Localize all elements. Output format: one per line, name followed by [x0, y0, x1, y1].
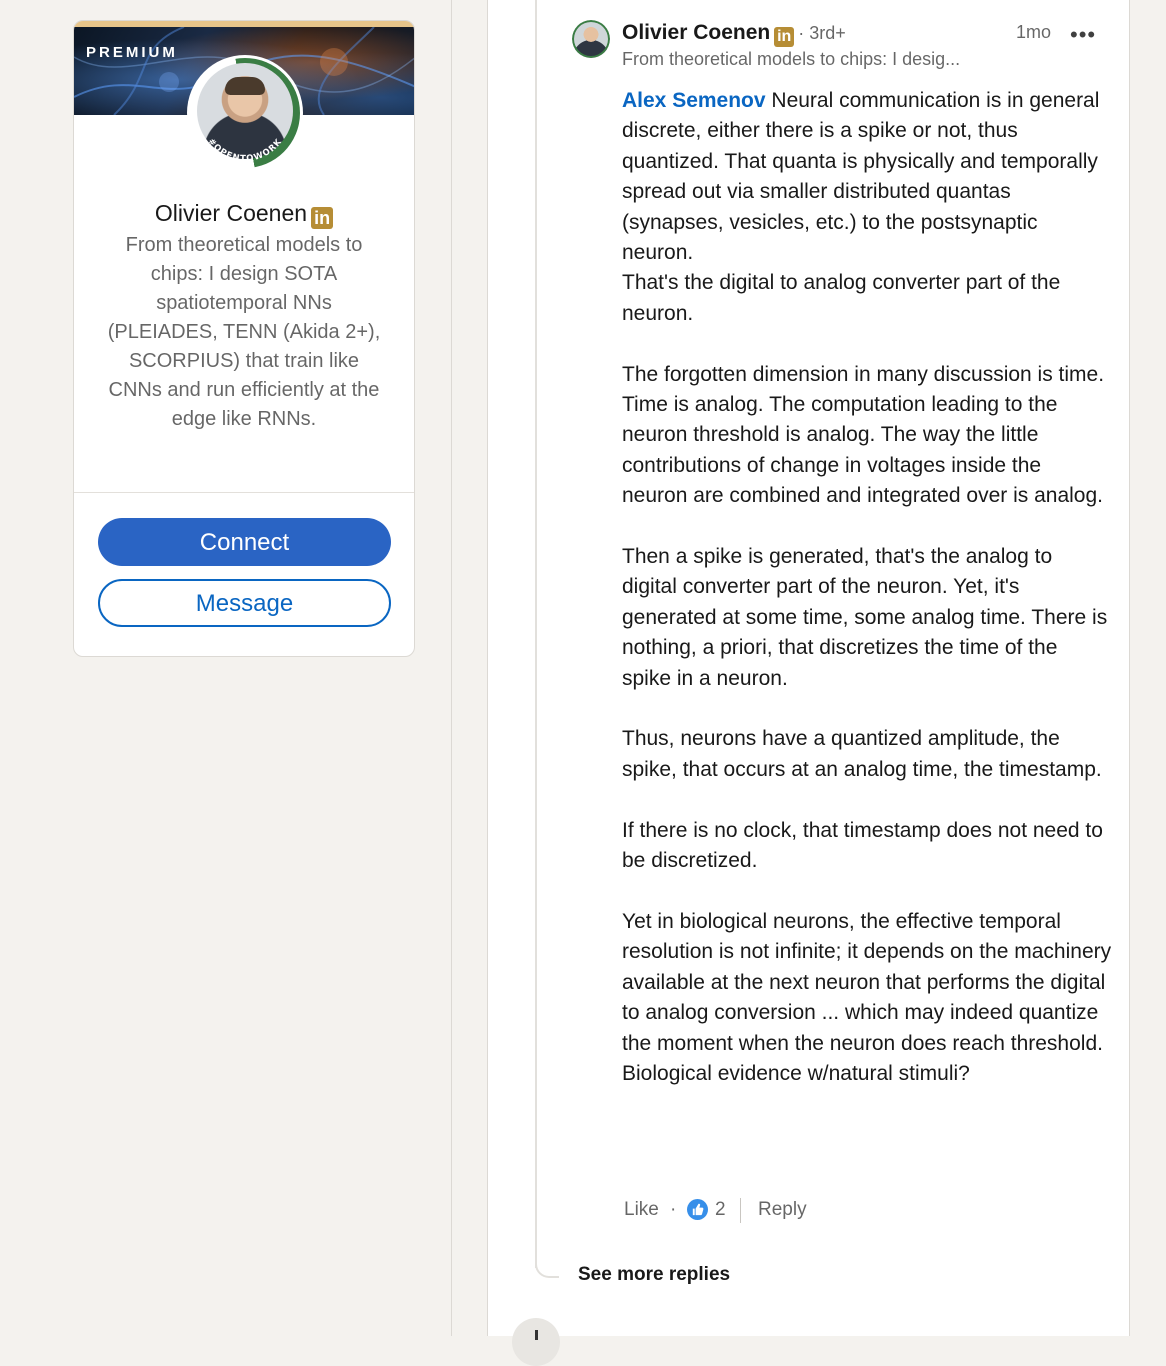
action-divider: [740, 1198, 741, 1223]
profile-headline: From theoretical models to chips: I design SOTA spatiotemporal NNs (PLEIADES, TENN (Akida 2+), SCORPIUS) that train like CNNs and run efficiently at the edge like RNNs.: [107, 234, 381, 430]
commenter-headline: From theoretical models to chips: I desig...: [622, 49, 961, 69]
thumbs-up-icon[interactable]: [687, 1199, 708, 1220]
action-separator-dot: ·: [670, 1199, 677, 1220]
comment-timestamp: 1mo: [1016, 22, 1052, 42]
reaction-count[interactable]: 2: [715, 1199, 726, 1220]
open-to-work-text: #OPENTOWORK: [205, 136, 285, 165]
next-comment-avatar[interactable]: [512, 1318, 560, 1366]
premium-label: PREMIUM: [86, 44, 178, 61]
like-button[interactable]: Like: [624, 1199, 659, 1220]
comment-paragraph: The forgotten dimension in many discussion is time. Time is analog. The computation leading to the neuron threshold is analog. The way the little contributions of change in voltages inside the neuron are combined and integrated over is analog.: [622, 362, 1105, 508]
profile-card: [73, 20, 415, 657]
thread-line: [535, 0, 537, 1268]
comment-text: Neural communication is in general discrete, either there is a spike or not, thus quantized. That quanta is physically and temporally spread out via smaller distributed quantas (synapses, vesicles, etc.) to the postsynaptic neuron. That's the digital to analog converter part of the neuron.: [622, 89, 1100, 325]
commenter-avatar[interactable]: [572, 20, 610, 58]
commenter-name[interactable]: Olivier Coenen: [622, 21, 771, 44]
profile-name[interactable]: [74, 200, 414, 229]
profile-name-text[interactable]: Olivier Coenen: [154, 200, 308, 226]
see-more-replies-link[interactable]: See more replies: [578, 1264, 731, 1285]
more-options-icon[interactable]: •••: [1070, 22, 1097, 47]
column-divider: [451, 0, 452, 1336]
mention-link[interactable]: Alex Semenov: [622, 89, 766, 112]
comment-paragraph: [622, 86, 1112, 329]
message-button[interactable]: Message: [98, 579, 391, 627]
connect-button[interactable]: Connect: [98, 518, 391, 566]
comment-paragraph: Yet in biological neurons, the effective temporal resolution is not infinite; it depends on the machinery available at the next neuron that performs the digital to analog conversion ... which may indeed quantize the moment when the neuron does reach threshold. Biological evidence w/natural stimuli?: [622, 909, 1112, 1085]
comment-paragraph: Thus, neurons have a quantized amplitude, the spike, that occurs at an analog time, the timestamp.: [622, 727, 1102, 781]
profile-avatar[interactable]: [187, 55, 303, 171]
linkedin-premium-icon: in: [311, 207, 333, 229]
comment-body: [622, 86, 1112, 1120]
svg-text:#OPENTOWORK: [206, 137, 285, 164]
connection-degree: · 3rd+: [798, 23, 846, 43]
comment-paragraph: Then a spike is generated, that's the analog to digital converter part of the neuron. Yet, it's generated at some time, some analog time. There is nothing, a priori, that discretizes the time of the spike in a neuron.: [622, 545, 1108, 690]
linkedin-premium-icon: in: [774, 27, 794, 47]
commenter-name-row: [622, 21, 846, 47]
card-divider: [74, 492, 414, 493]
reply-button[interactable]: Reply: [758, 1199, 807, 1220]
open-to-work-label: [187, 55, 303, 171]
comment-paragraph: If there is no clock, that timestamp does not need to be discretized.: [622, 818, 1103, 873]
